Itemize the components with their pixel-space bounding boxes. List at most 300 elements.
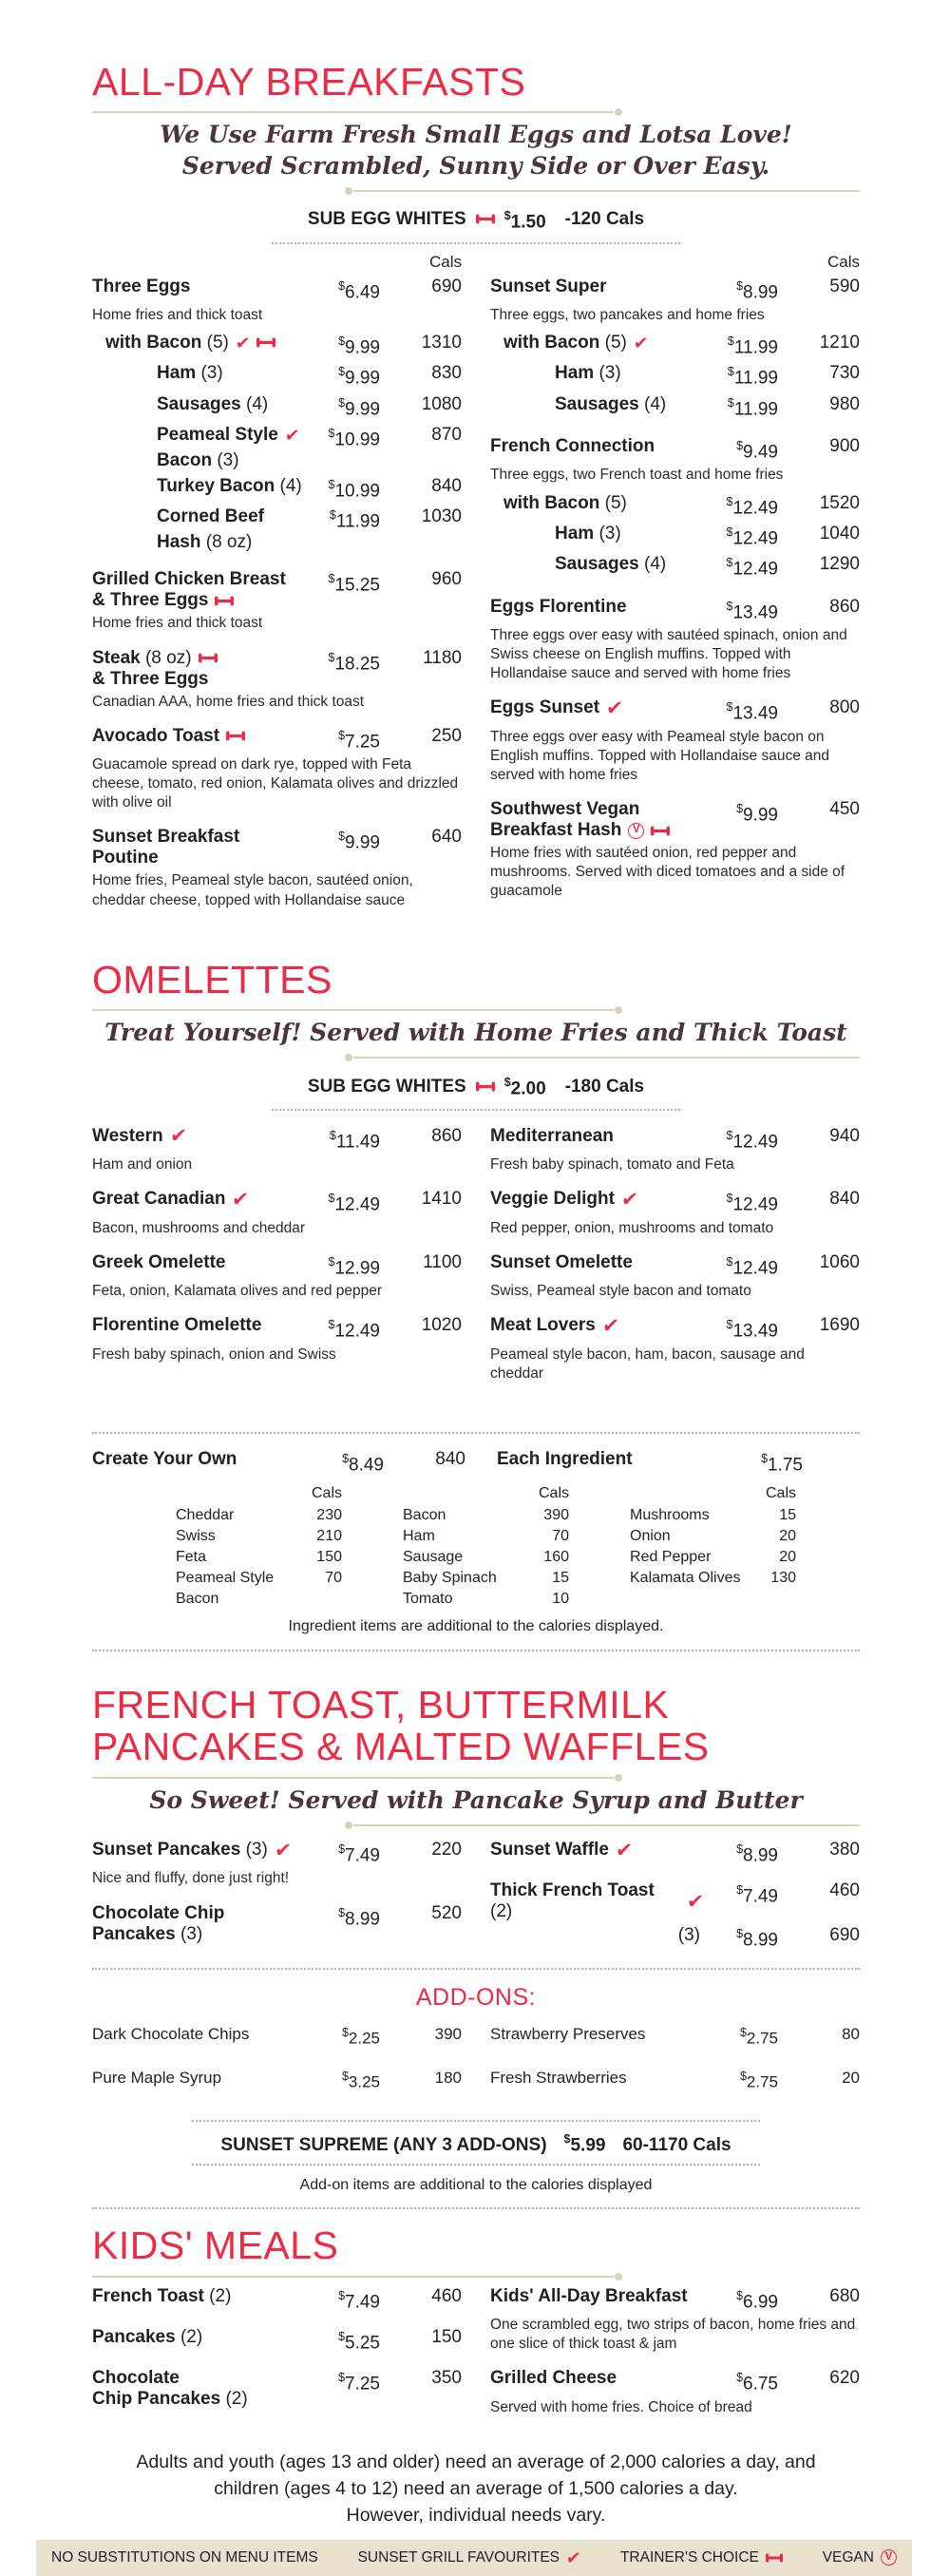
addons-right-column xyxy=(490,2021,860,2109)
item-name-line xyxy=(92,726,306,747)
item-name xyxy=(92,1315,306,1336)
item-name-line xyxy=(92,1924,306,1945)
item-row xyxy=(92,391,462,422)
menu-item xyxy=(490,2065,860,2095)
item-price: $11.99 xyxy=(727,365,778,389)
item-price: $10.99 xyxy=(328,478,380,502)
ingredient-name: Mushrooms xyxy=(630,1507,710,1524)
item-cals: 460 xyxy=(829,1880,860,1901)
ingredient-name: Swiss xyxy=(176,1528,216,1545)
section-title-kids: KIDS' MEALS xyxy=(92,2223,339,2268)
item-cals: 1020 xyxy=(421,1315,462,1336)
item-name xyxy=(92,827,306,868)
breakfast-columns xyxy=(92,277,860,925)
legend-item xyxy=(620,2549,783,2566)
item-desc: Three eggs over easy with Peameal style bacon on English muffins. Topped with Hollandaise sauce and served with home fries xyxy=(490,728,830,783)
item-name xyxy=(92,1189,306,1210)
kids-left-column xyxy=(92,2286,462,2425)
item-price: $2.25 xyxy=(341,2025,380,2048)
ingredient-row xyxy=(630,1526,796,1547)
legend-bar xyxy=(36,2540,912,2576)
item-cals: 620 xyxy=(829,2368,860,2389)
kids-right-column xyxy=(490,2286,860,2432)
item-price: $15.25 xyxy=(328,572,380,596)
check-icon: ✔ xyxy=(619,1188,639,1211)
menu-item xyxy=(92,1189,462,1237)
item-price: $8.99 xyxy=(736,1927,778,1951)
item-qty: (4) xyxy=(240,393,269,414)
item-price: $12.99 xyxy=(328,1254,380,1279)
item-name-text: Greek Omelette xyxy=(92,1251,226,1272)
item-price: $18.25 xyxy=(328,650,380,674)
item-desc: Red pepper, onion, mushrooms and tomato xyxy=(490,1219,774,1236)
item-price: $9.99 xyxy=(338,334,380,358)
item-row xyxy=(92,648,462,690)
legend-label: VEGAN xyxy=(822,2548,874,2566)
item-price: $6.99 xyxy=(736,2288,778,2313)
item-name-text: Great Canadian xyxy=(92,1189,226,1210)
item-name xyxy=(92,1903,306,1945)
item-name-text: Ham (3) xyxy=(555,523,621,544)
item-qty: (2) xyxy=(175,2327,203,2348)
item-name-line xyxy=(157,504,306,529)
check-icon: ✔ xyxy=(234,333,251,353)
section-title-breakfasts: ALL-DAY BREAKFASTS xyxy=(92,60,526,104)
item-name: Create Your Own xyxy=(92,1448,238,1469)
item-row xyxy=(92,1840,462,1866)
addons-columns xyxy=(92,2021,860,2109)
item-name-text: Southwest Vegan xyxy=(490,799,640,819)
item-row xyxy=(92,2065,462,2095)
supreme-label: SUNSET SUPREME (ANY 3 ADD-ONS) xyxy=(220,2135,547,2156)
item-name xyxy=(490,2021,704,2047)
ingredient-row xyxy=(630,1505,796,1526)
item-name xyxy=(490,1252,704,1273)
divider-line xyxy=(92,111,614,113)
legend-item xyxy=(358,2549,581,2566)
ingredient-row xyxy=(403,1568,569,1589)
item-price: $7.25 xyxy=(338,2371,380,2395)
item-price: $7.49 xyxy=(338,2288,380,2313)
sub-egg-whites-note xyxy=(272,206,680,243)
ingredient-row xyxy=(630,1568,796,1589)
supreme-price: $5.99 xyxy=(563,2132,606,2156)
item-price: $9.99 xyxy=(338,365,380,389)
item-name-text: & Three Eggs xyxy=(92,668,209,689)
item-price: $11.99 xyxy=(727,395,778,420)
ingredient-row xyxy=(176,1568,342,1610)
dumbbell-icon-slot xyxy=(476,1077,495,1097)
check-icon: ✔ xyxy=(168,1125,188,1148)
item-cals: 150 xyxy=(431,2327,462,2348)
divider-line xyxy=(92,1777,614,1779)
item-qty: (3) xyxy=(175,1923,203,1944)
menu-item xyxy=(490,1126,860,1174)
item-cals: 960 xyxy=(431,569,462,590)
each-ingredient xyxy=(497,1449,803,1476)
ingredient-row xyxy=(176,1547,342,1568)
ingredient-row xyxy=(176,1505,342,1526)
create-your-own-header xyxy=(92,1449,860,1476)
menu-item xyxy=(490,2368,860,2416)
check-icon: ✔ xyxy=(283,425,300,445)
dotted-separator xyxy=(92,1650,860,1651)
tagline-line: Treat Yourself! Served with Home Fries and Thick Toast xyxy=(104,1018,847,1046)
menu-item xyxy=(92,2065,462,2095)
item-name-line xyxy=(92,277,306,297)
sub-note-price: $2.00 xyxy=(504,1076,546,1099)
item-qty: (3) xyxy=(196,363,223,384)
divider-line xyxy=(353,190,860,192)
item-name-text: Strawberry Preserves xyxy=(490,2024,646,2043)
item-options xyxy=(490,490,860,582)
item-desc: Canadian AAA, home fries and thick toast xyxy=(92,693,365,710)
tagline-line: We Use Farm Fresh Small Eggs and Lotsa Love! xyxy=(160,121,792,149)
item-name-line xyxy=(555,360,704,386)
item-name xyxy=(92,473,306,499)
item-price: $12.49 xyxy=(726,1128,778,1153)
item-row xyxy=(92,330,462,360)
ingredient-row xyxy=(403,1589,569,1610)
item-name-line xyxy=(92,569,306,590)
item-row xyxy=(92,1252,462,1279)
menu-item xyxy=(92,726,462,813)
item-name-text: Ham (3) xyxy=(555,363,621,384)
menu-item xyxy=(92,827,462,909)
item-row xyxy=(490,799,860,841)
ingredient-column xyxy=(403,1485,569,1610)
section-kids-meals xyxy=(92,2224,860,2431)
item-name-line xyxy=(92,2065,306,2090)
item-price: $9.49 xyxy=(736,439,778,463)
item-price: $13.49 xyxy=(726,1318,778,1342)
item-name-text: Thick French Toast (2) xyxy=(490,1880,655,1922)
menu-item xyxy=(490,1315,860,1383)
item-cals: 80 xyxy=(842,2024,860,2043)
item-name-text: Fresh Strawberries xyxy=(490,2069,627,2088)
cals-header: Cals xyxy=(826,252,860,271)
item-name xyxy=(92,1252,306,1273)
item-name xyxy=(490,1880,704,1922)
item-desc: Three eggs, two pancakes and home fries xyxy=(490,306,765,323)
ingredient-name: Cheddar xyxy=(176,1507,235,1524)
item-desc: Home fries with sautéed onion, red pepper and mushrooms. Served with diced tomatoes and a side of guacamole xyxy=(490,845,846,900)
item-qty: (5) xyxy=(599,333,627,353)
menu-item xyxy=(490,799,860,901)
item-row xyxy=(490,1126,860,1153)
menu-item xyxy=(490,2021,860,2051)
item-qty: (8 oz) xyxy=(200,532,253,553)
item-name xyxy=(490,360,704,386)
dumbbell-icon xyxy=(256,337,276,348)
item-name xyxy=(490,521,704,546)
ingredient-name: Bacon xyxy=(403,1507,446,1524)
kids-columns xyxy=(92,2286,860,2432)
item-name xyxy=(490,1840,704,1860)
disclaimer-line: children (ages 4 to 12) need an average of 1,500 calories a day. xyxy=(214,2477,738,2499)
omelettes-columns xyxy=(92,1126,860,1398)
item-row xyxy=(92,504,462,555)
item-name xyxy=(490,2286,704,2307)
ingredient-cals: 230 xyxy=(316,1507,342,1524)
item-row xyxy=(490,597,860,623)
item-price: $12.49 xyxy=(726,525,778,549)
item-price: $9.99 xyxy=(736,802,778,826)
item-options xyxy=(490,330,860,422)
item-name-text: French Toast (2) xyxy=(92,2285,232,2306)
divider-line xyxy=(92,2276,614,2278)
menu-item xyxy=(92,1126,462,1174)
item-name-line xyxy=(555,391,704,417)
item-name xyxy=(92,330,306,355)
item-name-text: Pancakes (2) xyxy=(92,2327,203,2348)
item-name-text: Meat Lovers xyxy=(490,1315,596,1336)
menu-item xyxy=(92,2286,462,2313)
supreme-cals: 60-1170 Cals xyxy=(622,2135,732,2156)
dumbbell-icon xyxy=(199,653,218,663)
disclaimer-line: However, individual needs vary. xyxy=(346,2504,606,2526)
check-icon: ✔ xyxy=(600,1314,620,1337)
item-row xyxy=(92,473,462,504)
item-name-line xyxy=(157,529,306,555)
item-price: $7.49 xyxy=(736,1883,778,1907)
item-cals: 1030 xyxy=(421,506,462,527)
item-price: $8.99 xyxy=(338,1905,380,1929)
item-price: $7.25 xyxy=(338,728,380,752)
item-desc: Fresh baby spinach, tomato and Feta xyxy=(490,1156,734,1174)
item-name-line xyxy=(490,1880,704,1922)
item-desc: Ham and onion xyxy=(92,1156,193,1174)
item-qty: (3) xyxy=(212,450,239,471)
legend-item xyxy=(51,2549,318,2566)
title-line: FRENCH TOAST, BUTTERMILK xyxy=(92,1683,670,1727)
item-price: $6.49 xyxy=(338,278,380,302)
item-name xyxy=(92,648,306,690)
item-name xyxy=(490,436,704,457)
item-price: $8.99 xyxy=(736,1842,778,1866)
item-price: $12.49 xyxy=(726,1192,778,1215)
item-name-text: Eggs Florentine xyxy=(490,596,627,617)
item-row xyxy=(490,490,860,521)
item-cals: 1040 xyxy=(819,523,860,544)
item-qty: (5) xyxy=(599,492,627,513)
sub-note-label: SUB EGG WHITES xyxy=(307,1076,466,1097)
item-price: $11.49 xyxy=(329,1128,380,1153)
breakfast-left-column xyxy=(92,277,462,925)
item-cals: 680 xyxy=(829,2285,860,2306)
item-name-text: Bacon (3) xyxy=(157,450,239,471)
item-row xyxy=(490,1840,860,1866)
item-qty: (2) xyxy=(203,2285,232,2306)
item-name xyxy=(490,2368,704,2389)
item-cals: 1080 xyxy=(421,393,462,414)
item-cals: 840 xyxy=(431,476,462,497)
item-row xyxy=(92,2021,462,2051)
ingredient-name: Kalamata Olives xyxy=(630,1570,741,1587)
item-name-line xyxy=(490,1252,704,1273)
item-price: $13.49 xyxy=(726,599,778,622)
item-row xyxy=(92,1903,462,1945)
item-cals: 180 xyxy=(434,2069,462,2088)
item-cals: 860 xyxy=(431,1125,462,1146)
item-row xyxy=(92,2368,462,2410)
item-cals: 590 xyxy=(829,276,860,296)
item-name xyxy=(490,277,704,297)
item-name-text: Sausages (4) xyxy=(157,393,269,414)
item-name-text: French Connection xyxy=(490,436,656,457)
divider-line xyxy=(353,1057,860,1059)
item-cals: 1060 xyxy=(819,1251,860,1272)
item-name-text: Sunset Omelette xyxy=(490,1251,633,1272)
section-tagline xyxy=(92,1785,860,1817)
item-name xyxy=(92,2065,306,2090)
menu-item xyxy=(490,1880,860,1953)
item-name xyxy=(490,551,704,577)
menu-item xyxy=(490,277,860,422)
item-qty: (2) xyxy=(490,1901,513,1922)
item-name-line xyxy=(490,820,704,841)
menu-item xyxy=(490,1840,860,1866)
item-row xyxy=(92,422,462,473)
disclaimer-line: Adults and youth (ages 13 and older) need an average of 2,000 calories a day, and xyxy=(136,2451,816,2472)
item-name-text: Western xyxy=(92,1125,163,1146)
sunset-supreme-row xyxy=(92,2120,860,2166)
item-cals: 690 xyxy=(431,276,462,296)
ingredient-name: Sausage xyxy=(403,1549,464,1566)
sub-note-cals: -120 Cals xyxy=(564,209,645,230)
item-name-text: Turkey Bacon (4) xyxy=(157,476,302,497)
menu-item xyxy=(490,1252,860,1301)
calorie-disclaimer xyxy=(92,2449,860,2528)
item-cals: 20 xyxy=(842,2069,860,2088)
item-price: $9.99 xyxy=(338,830,380,853)
menu-item xyxy=(92,648,462,712)
item-name-line xyxy=(490,1189,704,1210)
item-name xyxy=(92,360,306,386)
item-name-line xyxy=(490,2368,704,2389)
item-qty: (4) xyxy=(638,393,667,414)
section-french-toast xyxy=(92,1684,860,2209)
item-price: $2.75 xyxy=(739,2070,778,2092)
dumbbell-icon-slot xyxy=(476,209,495,230)
item-cals: 800 xyxy=(829,697,860,718)
ingredient-name: Feta xyxy=(176,1549,207,1566)
item-name xyxy=(92,422,306,473)
item-name xyxy=(92,391,306,417)
item-cals: 1310 xyxy=(421,333,462,353)
dumbbell-icon xyxy=(766,2553,783,2563)
item-desc: Peameal style bacon, ham, bacon, sausage and cheddar xyxy=(490,1345,805,1382)
item-name-text: Poutine xyxy=(92,848,159,868)
legend-item xyxy=(823,2549,897,2566)
item-name xyxy=(92,2286,306,2307)
item-name-line xyxy=(157,360,306,386)
check-icon: ✔ xyxy=(564,2547,582,2567)
item-name-line xyxy=(157,422,306,448)
item-price: $12.49 xyxy=(328,1192,380,1215)
item-row xyxy=(490,697,860,724)
each-ingredient-label: Each Ingredient xyxy=(497,1448,633,1469)
item-name xyxy=(92,1126,306,1147)
item-qty: (3) xyxy=(594,523,621,544)
item-row xyxy=(92,1449,466,1476)
dumbbell-icon xyxy=(226,731,245,741)
item-row xyxy=(490,2021,860,2051)
item-cals: 220 xyxy=(431,1840,462,1860)
vegan-icon: V xyxy=(881,2549,897,2566)
item-price: $9.99 xyxy=(338,395,380,420)
item-desc: Home fries and thick toast xyxy=(92,306,263,323)
item-desc: Bacon, mushrooms and cheddar xyxy=(92,1219,306,1236)
item-price: $11.99 xyxy=(329,508,380,532)
dumbbell-icon xyxy=(476,1081,495,1092)
cals-column-headers xyxy=(92,253,860,272)
item-name-text: Corned Beef xyxy=(157,506,264,527)
item-cals: 380 xyxy=(829,1840,860,1860)
dotted-separator xyxy=(92,1968,860,1970)
item-price: $12.49 xyxy=(328,1318,380,1342)
item-cals: 390 xyxy=(434,2024,462,2043)
item-row xyxy=(490,1252,860,1279)
item-name-line xyxy=(92,1315,306,1336)
section-all-day-breakfasts xyxy=(92,61,860,925)
cals-header: Cals xyxy=(311,1485,342,1502)
item-cals: 350 xyxy=(431,2368,462,2389)
item-row xyxy=(92,569,462,611)
item-price: $11.99 xyxy=(727,334,778,358)
item-name-text: Mediterranean xyxy=(490,1125,614,1146)
item-row xyxy=(490,2286,860,2313)
item-name-text: Peameal Style xyxy=(157,425,278,446)
item-name xyxy=(490,2065,704,2090)
item-row xyxy=(490,436,860,463)
item-row xyxy=(490,1922,860,1953)
section-title-omelettes: OMELETTES xyxy=(92,957,332,1002)
menu-item xyxy=(490,1189,860,1237)
item-name-line xyxy=(490,697,704,718)
ingredient-cals: 15 xyxy=(779,1507,796,1524)
item-price: $12.49 xyxy=(726,1254,778,1279)
item-name-text: with Bacon (5) xyxy=(504,492,627,513)
item-qty: (4) xyxy=(638,554,667,575)
item-name-line xyxy=(92,2368,306,2389)
item-name xyxy=(92,504,306,555)
item-row xyxy=(92,277,462,303)
item-desc: Three eggs over easy with sautéed spinach, onion and Swiss cheese on English muffins. Topped with Hollandaise sauce and served with home fries xyxy=(490,626,847,682)
item-cals: 1290 xyxy=(819,554,860,575)
item-name-line xyxy=(490,799,704,820)
item-name xyxy=(490,1315,704,1336)
ingredient-cals: 70 xyxy=(325,1570,342,1587)
item-name-text: Chip Pancakes (2) xyxy=(92,2389,248,2410)
tagline-line: Served Scrambled, Sunny Side or Over Easy. xyxy=(181,151,770,180)
ingredient-row xyxy=(403,1505,569,1526)
item-name-line xyxy=(105,330,306,355)
item-price: $6.75 xyxy=(736,2371,778,2395)
item-cals: 940 xyxy=(829,1125,860,1146)
menu-item xyxy=(490,597,860,684)
item-desc: Served with home fries. Choice of bread xyxy=(490,2398,752,2415)
item-price: $13.49 xyxy=(726,700,778,724)
ingredient-cals: 10 xyxy=(552,1591,569,1608)
menu-item xyxy=(92,569,462,633)
item-row xyxy=(92,726,462,753)
item-cals: 860 xyxy=(829,596,860,617)
item-row xyxy=(92,1315,462,1342)
create-your-own-item xyxy=(92,1449,466,1476)
item-cals: 520 xyxy=(431,1902,462,1923)
item-row xyxy=(92,2286,462,2313)
